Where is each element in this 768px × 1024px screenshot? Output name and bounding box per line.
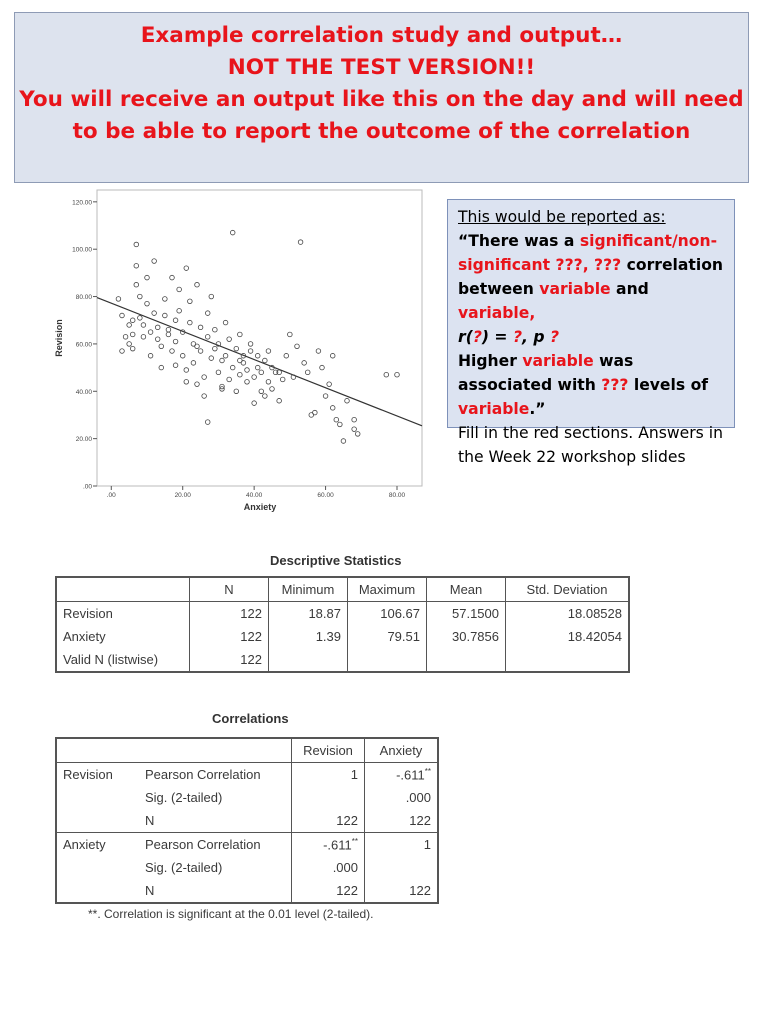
table-cell bbox=[269, 648, 348, 672]
header-cell: Anxiety bbox=[365, 738, 439, 763]
table-cell: 1 bbox=[292, 763, 365, 787]
statistic-label: N bbox=[139, 879, 292, 903]
table-cell: 57.1500 bbox=[427, 602, 506, 626]
header-cell bbox=[56, 577, 190, 602]
table-cell bbox=[427, 648, 506, 672]
title-line-2: NOT THE TEST VERSION!! bbox=[227, 55, 536, 80]
x-axis-label: Anxiety bbox=[243, 502, 277, 512]
table-cell: 122 bbox=[292, 809, 365, 833]
x-tick-label: 20.00 bbox=[174, 492, 191, 499]
table-cell: 30.7856 bbox=[427, 625, 506, 648]
table-cell: Anxiety bbox=[56, 625, 190, 648]
table-cell: Revision bbox=[56, 602, 190, 626]
table-cell: -.611** bbox=[365, 763, 439, 787]
scatter-plot bbox=[52, 188, 432, 518]
table-cell: 122 bbox=[292, 879, 365, 903]
table-cell bbox=[506, 648, 630, 672]
y-tick-label: 120.00 bbox=[72, 199, 92, 207]
header-cell: Revision bbox=[292, 738, 365, 763]
header-cell: N bbox=[190, 577, 269, 602]
header-cell: Maximum bbox=[348, 577, 427, 602]
report-instructions bbox=[447, 199, 735, 466]
table-cell: 18.08528 bbox=[506, 602, 630, 626]
variable-name: Anxiety bbox=[56, 833, 139, 857]
table-cell: .000 bbox=[365, 786, 439, 809]
table-cell: 106.67 bbox=[348, 602, 427, 626]
descriptive-caption: Descriptive Statistics bbox=[270, 553, 402, 568]
statistic-label: Pearson Correlation bbox=[139, 833, 292, 857]
y-axis-label: Revision bbox=[54, 319, 64, 357]
y-tick-label: 60.00 bbox=[75, 341, 92, 349]
x-axis bbox=[107, 486, 406, 499]
table-row bbox=[56, 763, 438, 787]
table-row bbox=[56, 833, 438, 857]
table-cell: -.611** bbox=[292, 833, 365, 857]
table-row bbox=[56, 648, 629, 672]
title-banner bbox=[14, 12, 749, 183]
y-tick-label: 100.00 bbox=[72, 246, 92, 254]
variable-name: Revision bbox=[56, 763, 139, 787]
table-cell: 79.51 bbox=[348, 625, 427, 648]
table-cell bbox=[292, 786, 365, 809]
table-cell: 122 bbox=[190, 625, 269, 648]
table-row bbox=[56, 625, 629, 648]
table-cell: 122 bbox=[190, 648, 269, 672]
statistic-label: Pearson Correlation bbox=[139, 763, 292, 787]
table-cell: .000 bbox=[292, 856, 365, 879]
table-header-row bbox=[56, 577, 629, 602]
report-fill-in: Fill in the red sections. Answers in the Week 22 workshop slides bbox=[458, 424, 723, 466]
table-footnote: **. Correlation is significant at the 0.01 level (2-tailed). bbox=[88, 907, 374, 921]
statistic-label: Sig. (2-tailed) bbox=[139, 786, 292, 809]
table-row bbox=[56, 879, 438, 903]
title-line-3: You will receive an output like this on the day and will need bbox=[19, 87, 744, 112]
table-cell bbox=[348, 648, 427, 672]
table-cell: 1.39 bbox=[269, 625, 348, 648]
y-tick-label: 80.00 bbox=[75, 294, 92, 302]
descriptive-table bbox=[55, 576, 630, 673]
statistic-label: N bbox=[139, 809, 292, 833]
header-cell: Minimum bbox=[269, 577, 348, 602]
y-tick-label: 20.00 bbox=[75, 436, 92, 444]
table-row bbox=[56, 786, 438, 809]
table-cell bbox=[365, 856, 439, 879]
table-row bbox=[56, 856, 438, 879]
table-cell: 122 bbox=[365, 879, 439, 903]
table-cell: 122 bbox=[190, 602, 269, 626]
x-tick-label: 40.00 bbox=[246, 492, 263, 499]
x-tick-label: 80.00 bbox=[388, 492, 406, 499]
table-header-row bbox=[56, 738, 438, 763]
title-line-4: to be able to report the outcome of the correlation bbox=[72, 119, 691, 144]
table-cell: 1 bbox=[365, 833, 439, 857]
table-cell: Valid N (listwise) bbox=[56, 648, 190, 672]
y-tick-label: 40.00 bbox=[75, 388, 92, 396]
statistic-label: Sig. (2-tailed) bbox=[139, 856, 292, 879]
table-cell: 18.42054 bbox=[506, 625, 630, 648]
table-row bbox=[56, 809, 438, 833]
y-axis bbox=[72, 199, 97, 490]
table-cell: 122 bbox=[365, 809, 439, 833]
table-cell: 18.87 bbox=[269, 602, 348, 626]
y-tick-label: .00 bbox=[82, 483, 92, 491]
title-line-1: Example correlation study and output… bbox=[140, 23, 623, 48]
header-cell: Std. Deviation bbox=[506, 577, 630, 602]
correlations-caption: Correlations bbox=[212, 711, 289, 726]
report-template: “There was a significant/non-significant ???, ??? correlation between variable and variable, r(?) = ?, p ? Higher variable was associated with ??? levels of variable.” bbox=[458, 232, 724, 418]
x-tick-label: 60.00 bbox=[317, 492, 334, 499]
report-intro: This would be reported as: bbox=[458, 208, 666, 226]
x-tick-label: .00 bbox=[106, 492, 116, 499]
header-cell: Mean bbox=[427, 577, 506, 602]
table-row bbox=[56, 602, 629, 626]
correlations-table bbox=[55, 737, 439, 904]
